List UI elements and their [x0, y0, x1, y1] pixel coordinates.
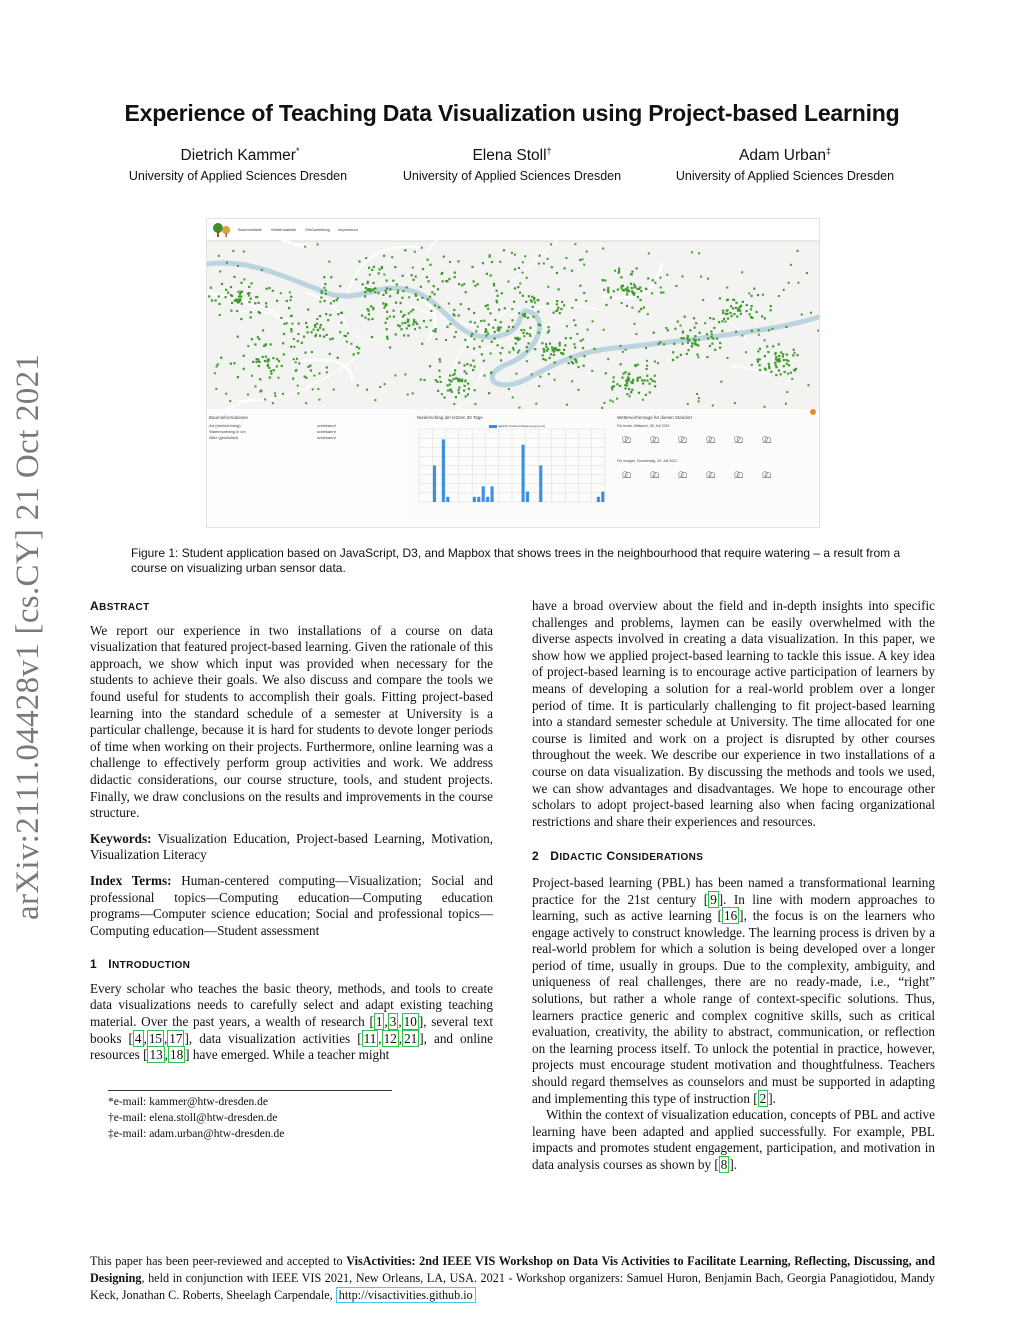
abstract-text: We report our experience in two installations of a course on data visualization that featured project-based learning. Given the rationale of this approach, we show which input was provided when necessary for the students to achieve their goals. We also discuss and compare the tools we found useful for students to accomplish their goals. Fitting project-based learning into the standard schedule of a semester at University is a particular challenge, because it is hard for students to devote longer periods of time when working on their projects. Furthermore, online learning was a challenge to effectively perform group activities and work. We address didactic considerations, our course structure, tools, and student projects. Finally, we draw conclusions on the results and improvements in the course structure.: [90, 622, 493, 821]
info-label-1: Art (deutsch/lang): [209, 423, 241, 428]
keywords: Keywords: Visualization Education, Project-based Learning, Motivation, Visualization Literacy: [90, 830, 494, 863]
right-column: [532, 598, 935, 1174]
affiliation-3: University of Applied Sciences Dresden: [675, 169, 895, 183]
precipitation-bar: [446, 497, 449, 502]
workshop-link[interactable]: http://visactivities.github.io: [336, 1287, 476, 1303]
citation-link[interactable]: 11: [363, 1030, 377, 1046]
forecast-panel-title: Wettervorhersage für diesen Standort: [617, 415, 692, 420]
footnotes: [108, 1094, 408, 1142]
precipitation-bar: [486, 497, 489, 502]
nav-item-1[interactable]: Baumstatistik: [238, 227, 262, 232]
figure-screenshot: [206, 218, 820, 528]
intro-text: Every scholar who teaches the basic theory, methods, and tools to create data visualizations needs to carefully select and adapt existing teaching material. Over the past years, a wealth of research [ 1 , 3 , 10 ], several text books [ 4 , 15 , 17 ], data visualization activities [ 11 , 12 , 21 ], and online resources [ 13 , 18 ] have emerged. While a teacher might: [90, 980, 493, 1063]
footnote-rule: [108, 1090, 392, 1091]
precipitation-bar: [477, 497, 480, 502]
citation-link[interactable]: 10: [403, 1014, 417, 1030]
citation-link[interactable]: 12: [383, 1030, 397, 1046]
citation-link[interactable]: 17: [169, 1030, 183, 1046]
citation-link[interactable]: 15: [148, 1030, 162, 1046]
info-label-3: Alter (geschätzt): [209, 435, 239, 440]
precipitation-bar: [482, 486, 485, 502]
intro-continued: have a broad overview about the field and in-depth insights into specific challenges and problems, laymen can be easily overwhelmed with the diverse aspects involved in creating a data visualization. In this paper, we show how we applied project-based learning to tackle this issue. A key idea of project-based learning is to encourage active participation of learners by means of developing a solution for a real-world problem over a longer period of time. It is particularly challenging to fit project-based learning into a standard semester schedule at University. The time allocated for one course is limited and work on a project is disrupted by other courses throughout the week. We describe our experience in two installations of a course on data visualization. By discussing the methods and tools we used, we can show advantages and disadvantages. We hope to encourage other scholars to adopt project-based learning also when facing organizational restrictions and share their experiences and resources.: [532, 598, 935, 829]
info-label-2: Stammumfang in cm: [209, 429, 246, 434]
citation-link[interactable]: 16: [723, 908, 738, 924]
didactic-p1: Project-based learning (PBL) has been named a transformational learning practice for the 21st century [ 9 ]. In line with modern approaches to learning, such as active learning [ 16 ], the focus is on the learners who engage actively to construct knowledge. The learning process is driven by a real-world problem for which a solution is being developed over a longer period of time, usually in groups. Due to the complexity, ambiguity, and uniqueness of real challenges, there are no ready-made, i.e., “right” solutions, but rather a whole range of context-specific solutions. Thus, learners practice generic and complex cognitive skills, such as critical evaluation, creativity, the ability to abstract, communication, or reflection on the learning process itself. To unlock the potential in practice, however, projects must encourage student motivation and thoughtfulness. Teachers should regard themselves as counselors and must be supported in adapting and implementing this type of instruction [ 2 ].: [532, 874, 935, 1106]
author-1: Dietrich Kammer*: [180, 146, 300, 165]
figure-caption: Figure 1: Student application based on JavaScript, D3, and Mapbox that shows trees in the neighbourhood that require watering – a result from a course on visualizing urban sensor data.: [131, 546, 901, 575]
info-value-1: unbekannt: [317, 423, 336, 428]
nav-item-3[interactable]: Gießanleitung: [305, 227, 330, 232]
paper-title: Experience of Teaching Data Visualization using Project-based Learning: [124, 100, 900, 126]
arxiv-stamp: arXiv:2111.04428v1 [cs.CY] 21 Oct 2021: [10, 353, 46, 920]
citation-link[interactable]: 13: [149, 1047, 163, 1063]
citation-link[interactable]: 9: [710, 891, 717, 907]
citation-link[interactable]: 21: [404, 1030, 418, 1046]
chart-legend: tägliche Niederschlagsmenge (mm): [489, 424, 545, 428]
citation-link[interactable]: 8: [720, 1157, 728, 1172]
forecast-tomorrow-label: Für morgen, Donnerstag, 29. Juli 2021: [617, 459, 677, 463]
index-terms: Index Terms: Human-centered computing—Visualization; Social and professional topics—Computing education—Computing education programs—Computer science education; Social and professional topics—Computing education—Student assessment: [90, 872, 494, 938]
precipitation-bar: [473, 497, 476, 502]
nav-item-4[interactable]: Impressum: [338, 227, 358, 232]
forecast-today-label: Für heute, Mittwoch, 28. Juli 2021: [617, 424, 670, 428]
author-3: Adam Urban‡: [738, 146, 832, 165]
precipitation-bar: [491, 486, 494, 502]
left-column: [90, 598, 493, 1064]
citation-link[interactable]: 18: [169, 1047, 184, 1063]
legend-swatch: [489, 425, 497, 428]
precipitation-bar: [597, 497, 600, 502]
citation-link[interactable]: 2: [759, 1090, 767, 1106]
affiliation-2: University of Applied Sciences Dresden: [402, 169, 622, 183]
footnote-1: *e-mail: kammer@htw-dresden.de: [108, 1096, 269, 1108]
info-value-3: unbekannt: [317, 435, 336, 440]
close-dot-icon: [810, 409, 816, 415]
author-2: Elena Stoll†: [472, 146, 552, 165]
acceptance-note: This paper has been peer-reviewed and accepted to VisActivities: 2nd IEEE VIS Workshop on Data Vis Activities to Facilitate Learning, Reflecting, Discussing, and Designing, held in conjunction with IEEE VIS 2021, New Orleans, LA, USA. 2021 - Workshop organizers: Samuel Huron, Benjamin Bach, Georgia Panagiotidou, Mandy Keck, Jonathan C. Roberts, Sheelagh Carpendale, http://visactivities.github.io: [90, 1254, 935, 1302]
precipitation-bar: [526, 492, 529, 502]
footnote-2: †e-mail: elena.stoll@htw-dresden.de: [108, 1112, 278, 1124]
info-value-2: unbekannt: [317, 429, 336, 434]
precipitation-bar: [442, 439, 445, 502]
citation-link[interactable]: 3: [389, 1014, 397, 1030]
precipitation-bar: [601, 492, 604, 502]
info-panel-title: Bauminformationen: [209, 415, 249, 420]
citation-link[interactable]: 4: [134, 1030, 142, 1046]
affiliation-1: University of Applied Sciences Dresden: [128, 169, 348, 183]
map-figure-svg: [207, 219, 819, 527]
precipitation-bar: [433, 466, 436, 503]
precipitation-bar: [522, 445, 525, 502]
abstract-heading: ABSTRACT: [90, 599, 150, 613]
didactic-heading: 2 DIDACTIC CONSIDERATIONS: [532, 849, 704, 864]
citation-link[interactable]: 1: [375, 1014, 383, 1030]
didactic-p2: Within the context of visualization education, concepts of PBL and active learning have been adapted and applied successfully. For example, PBL impacts and promotes student engagement, participation, and motivation in data analysis courses as shown by [ 8 ].: [532, 1107, 935, 1172]
precipitation-bar: [539, 466, 542, 503]
chart-panel-title: Niederschlag der letzten 30 Tage: [417, 415, 483, 420]
intro-heading: 1 INTRODUCTION: [90, 957, 191, 972]
nav-item-2[interactable]: Wetterstatistik: [271, 227, 297, 232]
footnote-3: ‡e-mail: adam.urban@htw-dresden.de: [108, 1128, 285, 1140]
